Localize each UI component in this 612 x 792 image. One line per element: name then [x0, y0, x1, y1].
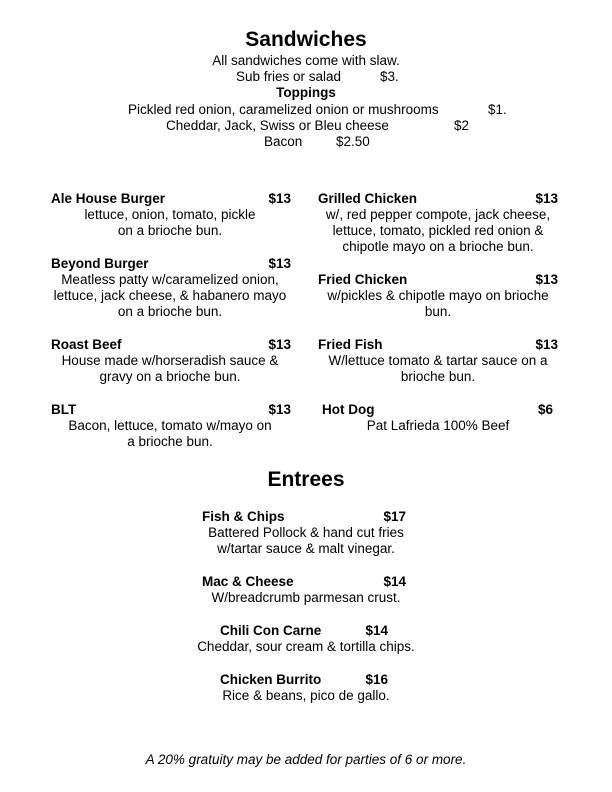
item-price: $16	[365, 672, 388, 687]
entrees-title: Entrees	[267, 468, 345, 491]
topping-price: $2.50	[336, 134, 370, 149]
desc-line: Cheddar, sour cream & tortilla chips.	[197, 639, 415, 654]
desc-line: brioche bun.	[400, 369, 476, 384]
item-name: Fried Fish	[318, 337, 383, 352]
sandwiches-title: Sandwiches	[245, 28, 367, 51]
item-name: Fried Chicken	[318, 272, 408, 287]
desc-line: chipotle mayo on a brioche bun.	[342, 239, 534, 254]
item-description	[312, 353, 564, 385]
item-name: Roast Beef	[51, 337, 122, 352]
desc-line: lettuce, onion, tomato, pickle	[84, 207, 256, 222]
item-name: Beyond Burger	[51, 256, 149, 271]
item-name: Grilled Chicken	[318, 191, 418, 206]
item-price: $13	[535, 272, 558, 287]
desc-line: lettuce, tomato, pickled red onion &	[332, 223, 544, 238]
desc-line: on a brioche bun.	[117, 223, 223, 238]
toppings-title: Toppings	[276, 85, 336, 100]
desc-line: Pat Lafrieda 100% Beef	[366, 418, 510, 433]
desc-line: lettuce, jack cheese, & habanero mayo	[53, 288, 287, 303]
item-description	[312, 207, 564, 255]
desc-line: Bacon, lettuce, tomato w/mayo on	[68, 418, 272, 433]
sandwiches-note: All sandwiches come with slaw.	[212, 53, 400, 68]
sub-fries-price: $3.	[380, 69, 399, 84]
topping-label: Bacon	[264, 134, 303, 149]
desc-line: House made w/horseradish sauce &	[61, 353, 279, 368]
item-name: Fish & Chips	[202, 509, 285, 524]
desc-line: W/breadcrumb parmesan crust.	[211, 590, 401, 605]
item-description	[156, 639, 456, 655]
item-price: $17	[383, 509, 406, 524]
desc-line: gravy on a brioche bun.	[99, 369, 241, 384]
item-name: Chicken Burrito	[220, 672, 322, 687]
desc-line: Battered Pollock & hand cut fries	[208, 525, 404, 540]
item-description	[45, 418, 295, 450]
desc-line: bun.	[424, 304, 452, 319]
item-price: $6	[537, 402, 553, 417]
topping-price: $1.	[488, 102, 507, 117]
item-name: BLT	[51, 402, 77, 417]
item-description	[312, 288, 564, 320]
desc-line: Meatless patty w/caramelized onion,	[61, 272, 279, 287]
item-price: $13	[535, 191, 558, 206]
desc-line: w/pickles & chipotle mayo on brioche	[327, 288, 549, 303]
item-name: Hot Dog	[322, 402, 375, 417]
item-price: $13	[268, 256, 291, 271]
item-price: $13	[268, 402, 291, 417]
desc-line: on a brioche bun.	[117, 304, 223, 319]
desc-line: W/lettuce tomato & tartar sauce on a	[328, 353, 548, 368]
topping-price: $2	[454, 118, 470, 133]
desc-line: w/, red pepper compote, jack cheese,	[325, 207, 551, 222]
item-name: Chili Con Carne	[220, 623, 322, 638]
item-name: Ale House Burger	[51, 191, 166, 206]
item-description	[45, 272, 295, 320]
sub-fries-label: Sub fries or salad	[236, 69, 342, 84]
item-description	[45, 353, 295, 385]
item-price: $13	[535, 337, 558, 352]
topping-label: Pickled red onion, caramelized onion or mushrooms	[128, 102, 439, 117]
desc-line: a brioche bun.	[127, 434, 213, 449]
desc-line: Rice & beans, pico de gallo.	[222, 688, 390, 703]
item-price: $13	[268, 337, 291, 352]
item-name: Mac & Cheese	[202, 574, 294, 589]
item-description	[312, 418, 564, 434]
item-description	[156, 688, 456, 704]
item-price: $13	[268, 191, 291, 206]
item-price: $14	[383, 574, 406, 589]
item-description	[45, 207, 295, 239]
topping-label: Cheddar, Jack, Swiss or Bleu cheese	[166, 118, 389, 133]
item-description	[156, 525, 456, 557]
gratuity-note: A 20% gratuity may be added for parties of 6 or more.	[145, 752, 467, 767]
desc-line: w/tartar sauce & malt vinegar.	[217, 541, 395, 556]
item-price: $14	[365, 623, 388, 638]
item-description	[156, 590, 456, 606]
